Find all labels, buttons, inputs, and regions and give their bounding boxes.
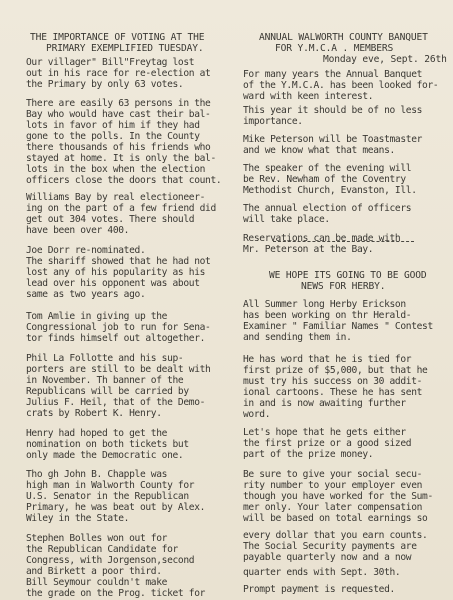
- left-line: Our villager" Bill"Freytag lost: [26, 57, 195, 68]
- left-line: There are easily 63 persons in the: [26, 98, 211, 109]
- right-line: first prize of $5,000, but that he: [243, 365, 428, 376]
- left-line: lead over his opponent was about: [26, 278, 200, 289]
- right-line: The speaker of the evening will: [243, 163, 412, 174]
- right-line: rity number to your employer even: [243, 480, 423, 491]
- right-line: Let's hope that he gets either: [243, 427, 406, 438]
- right-line: Be sure to give your social secu-: [243, 469, 423, 480]
- right-line: every dollar that you earn counts.: [243, 530, 428, 541]
- left-line: gone to the polls. In the County: [26, 131, 200, 142]
- right-line: word.: [243, 409, 271, 420]
- right-line: has been working on thr Herald-: [243, 310, 412, 321]
- left-line: Julius F. Heil, that of the Demo-: [26, 397, 206, 408]
- right-heading-line-1: ANNUAL WALWORTH COUNTY BANQUET: [259, 32, 428, 43]
- right-line: ward with keen interest.: [243, 91, 374, 102]
- left-line: Primary, he was beat out by Alex.: [26, 502, 206, 513]
- left-line: officers close the doors that count.: [26, 175, 222, 186]
- left-line: lots in the box when the election: [26, 164, 206, 175]
- left-line: have been over 400.: [26, 225, 130, 236]
- right-line: Examiner " Familiar Names " Contest: [243, 321, 433, 332]
- left-line: Williams Bay by real electioneer-: [26, 192, 206, 203]
- right-line: The annual election of officers: [243, 203, 412, 214]
- left-line: Wiley in the State.: [26, 513, 130, 524]
- right-line: in and is now awaiting further: [243, 398, 406, 409]
- right-line: importance.: [243, 116, 303, 127]
- left-line: The shariff showed that he had not: [26, 256, 211, 267]
- right-line: the first prize or a good sized: [243, 438, 412, 449]
- left-line: stayed at home. It is only the bal-: [26, 153, 216, 164]
- left-line: and Birkett a poor third.: [26, 566, 162, 577]
- right-line: Prompt payment is requested.: [243, 584, 395, 595]
- right-line: quarter ends with Sept. 30th.: [243, 567, 401, 578]
- right-line: This year it should be of no less: [243, 105, 423, 116]
- left-line: Stephen Bolles won out for: [26, 533, 168, 544]
- left-line: high man in Walworth County for: [26, 480, 195, 491]
- right-line: ional cartoons. These he has sent: [243, 387, 423, 398]
- left-line: out in his race for re-election at: [26, 68, 211, 79]
- left-line: get out 304 votes. There should: [26, 214, 195, 225]
- right-line: of the Y.M.C.A. has been looked for-: [243, 80, 439, 91]
- right-line: and sending them in.: [243, 332, 352, 343]
- right-line: be Rev. Newham of the Coventry: [243, 174, 406, 185]
- right-line: part of the prize money.: [243, 449, 374, 460]
- right-line: The Social Security payments are: [243, 541, 417, 552]
- left-line: Joe Dorr re-nominated.: [26, 245, 146, 256]
- left-line: Congressional job to run for Sena-: [26, 322, 211, 333]
- left-line: same as two years ago.: [26, 289, 146, 300]
- right-line: though you have worked for the Sum-: [243, 491, 433, 502]
- right-line: For many years the Annual Banquet: [243, 69, 423, 80]
- right-line: He has word that he is tied for: [243, 354, 412, 365]
- left-line: only made the Democratic one.: [26, 450, 184, 461]
- left-line: there thousands of his friends who: [26, 142, 211, 153]
- left-line: Bill Seymour couldn't make: [26, 577, 168, 588]
- left-line: in November. Th banner of the: [26, 375, 184, 386]
- right-line: mer only. Your later compensation: [243, 502, 423, 513]
- left-line: Phil La Follotte and his sup-: [26, 353, 184, 364]
- section-divider: [273, 241, 414, 242]
- left-line: ing on the part of a few friend did: [26, 203, 216, 214]
- left-line: lots in favor of him if they had: [26, 120, 200, 131]
- right-heading2-line-1: WE HOPE ITS GOING TO BE GOOD: [269, 270, 427, 281]
- right-line: Mike Peterson will be Toastmaster: [243, 134, 423, 145]
- left-heading-line-2: PRIMARY EXEMPLIFIED TUESDAY.: [46, 43, 204, 54]
- right-line: All Summer long Herby Erickson: [243, 299, 406, 310]
- left-heading-line-1: THE IMPORTANCE OF VOTING AT THE: [30, 32, 205, 43]
- left-line: Congress, with Jorgenson,second: [26, 555, 195, 566]
- left-line: the Republican Candidate for: [26, 544, 178, 555]
- left-line: Tom Amlie in giving up the: [26, 311, 168, 322]
- right-heading-line-3: Monday eve, Sept. 26th: [323, 54, 447, 65]
- left-line: nomination on both tickets but: [26, 439, 189, 450]
- right-line: Methodist Church, Evanston, Ill.: [243, 185, 417, 196]
- left-line: U.S. Senator in the Republican: [26, 491, 189, 502]
- right-line: Reservations can be made with: [243, 233, 401, 244]
- right-heading-line-2: FOR Y.M.C.A . MEMBERS: [275, 43, 394, 54]
- left-line: porters are still to be dealt with: [26, 364, 211, 375]
- right-heading2-line-2: NEWS FOR HERBY.: [301, 281, 386, 292]
- left-line: Bay who would have cast their bal-: [26, 109, 211, 120]
- right-line: Mr. Peterson at the Bay.: [243, 244, 374, 255]
- left-line: the grade on the Prog. ticket for: [26, 588, 206, 599]
- right-line: will be based on total earnings so: [243, 513, 428, 524]
- right-line: must try his success on 30 addit-: [243, 376, 423, 387]
- left-line: crats by Robert K. Henry.: [26, 408, 162, 419]
- left-line: Republicans will be carried by: [26, 386, 189, 397]
- right-line: payable quarterly now and a now: [243, 552, 412, 563]
- right-line: will take place.: [243, 214, 330, 225]
- left-line: lost any of his popularity as his: [26, 267, 206, 278]
- left-line: the Primary by only 63 votes.: [26, 79, 184, 90]
- right-line: and we know what that means.: [243, 145, 395, 156]
- left-line: tor finds himself out altogether.: [26, 333, 206, 344]
- left-line: Tho gh John B. Chapple was: [26, 469, 168, 480]
- left-line: Henry had hoped to get the: [26, 428, 168, 439]
